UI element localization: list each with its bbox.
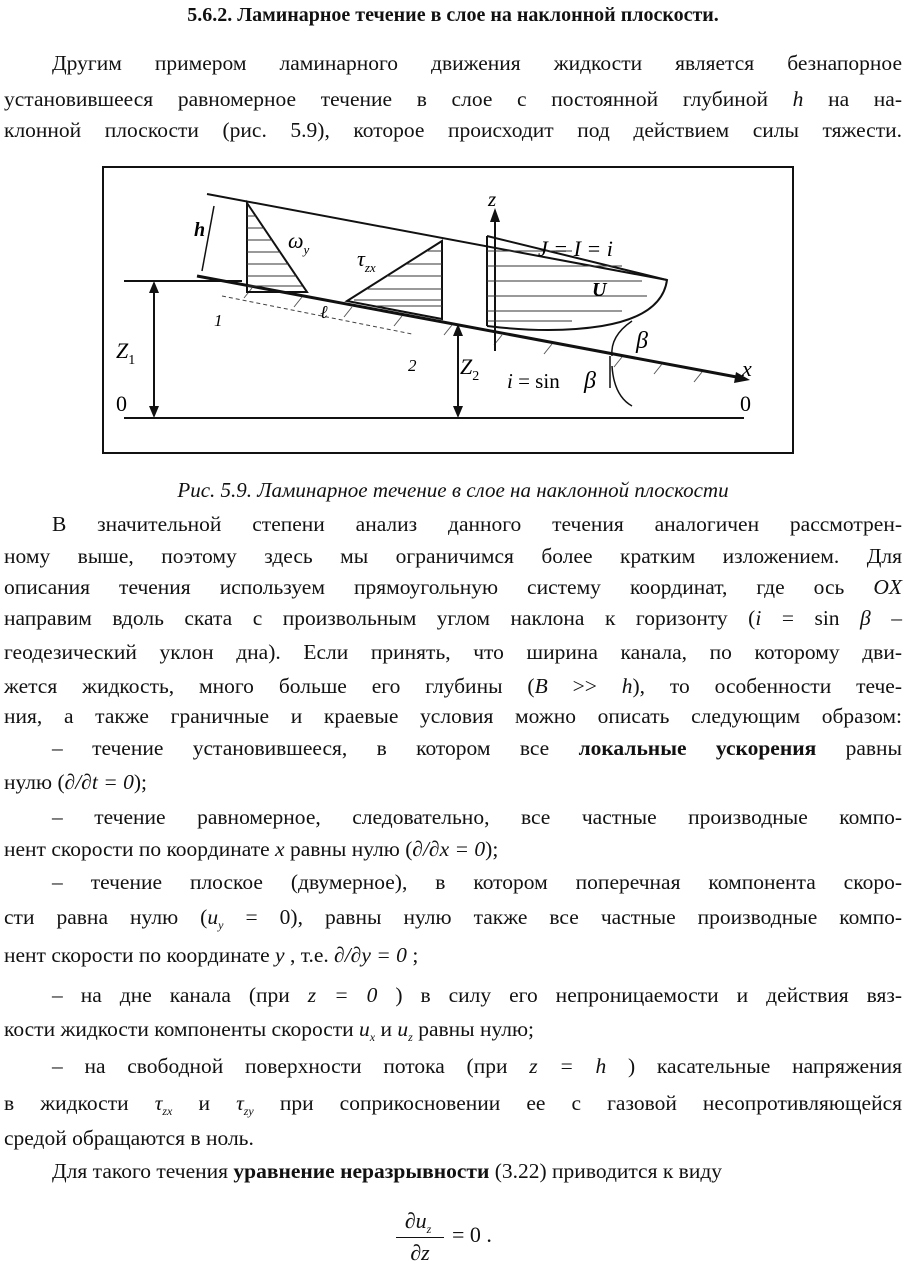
cond4-math: z = 0 xyxy=(307,983,378,1007)
label-tau: $\tau_{zx}$ xyxy=(357,246,376,275)
body-text-2: ному выше, поэтому здесь мы ограничимся более кратким изложением. Для xyxy=(4,544,902,568)
cond3-text-c: нент скорости по координате xyxy=(4,943,270,967)
var-ux-sub: x xyxy=(369,1030,376,1044)
cond2-text-1: – течение равномерное, следовательно, все частные производные компо- xyxy=(52,805,902,829)
cond4-text-c: кости жидкости компоненты скорости xyxy=(4,1017,354,1041)
label-Z1: $Z_1$ xyxy=(116,338,136,368)
intro-line-2 xyxy=(4,83,902,115)
body-line-4 xyxy=(4,602,902,634)
figure-frame xyxy=(103,167,793,453)
label-omega: $\omega_y$ xyxy=(288,228,310,257)
label-i-sin-beta: i = sin xyxy=(507,369,560,393)
body-text-3: описания течения используем прямоугольную систему координат, где ось xyxy=(4,575,845,599)
eq-den-text: ∂z xyxy=(410,1240,430,1265)
body-line-7 xyxy=(4,700,902,732)
label-section-2: 2 xyxy=(408,356,417,375)
eq-rhs-text: = 0 xyxy=(452,1222,481,1247)
eq-sin: = sin xyxy=(781,606,840,630)
body-line-2 xyxy=(4,540,902,572)
var-u-sub-y: y xyxy=(218,918,224,932)
cond4-text-d: равны нулю; xyxy=(418,1017,535,1041)
body-text-7: ния, а также граничные и краевые условия можно описать следующим образом: xyxy=(4,704,902,728)
label-z: z xyxy=(488,187,497,211)
var-u: u xyxy=(207,905,219,929)
intro-text-2b: на на- xyxy=(828,87,903,111)
cond1-text-c: нулю ( xyxy=(4,770,65,794)
cond3-line-3 xyxy=(4,939,902,971)
intro-text-1: Другим примером ламинарного движения жидкости является безнапорное xyxy=(52,51,902,75)
intro-text-3: клонной плоскости (рис. 5.9), которое происходит под действием силы тяжести. xyxy=(4,118,902,142)
cond3-line-1 xyxy=(4,866,902,898)
eq-num-sub: z xyxy=(426,1222,432,1236)
continuity-equation xyxy=(392,1204,522,1268)
cond3-text-d: , т.е. xyxy=(289,943,329,967)
cond3-line-2 xyxy=(4,901,902,941)
beta-arc-top xyxy=(612,321,632,356)
cond2-text-a: нент скорости по координате xyxy=(4,837,270,861)
op-much-greater: >> xyxy=(572,674,597,698)
para2-text-a: Для такого течения xyxy=(52,1159,229,1183)
body-line-1 xyxy=(4,508,902,540)
cond3-eq: = 0 xyxy=(245,905,291,929)
para2-line xyxy=(4,1155,902,1187)
length-dimension xyxy=(222,296,412,334)
cond5-text-b: ) касательные напряжения xyxy=(628,1054,902,1078)
var-ux: u xyxy=(359,1017,370,1041)
var-y: y xyxy=(275,943,285,967)
var-uz: u xyxy=(397,1017,409,1041)
label-U: U xyxy=(592,279,607,301)
bottom-hatching xyxy=(244,288,702,382)
eq-rhs xyxy=(452,1222,492,1248)
label-J: J = I = i xyxy=(538,236,613,261)
intro-line-1 xyxy=(4,47,902,79)
label-section-1: 1 xyxy=(214,311,223,330)
body-text-4a: направим вдоль ската с произвольным углом наклона к горизонту ( xyxy=(4,606,756,630)
cond3-text-e: ; xyxy=(412,943,419,967)
var-tau-zx: τ xyxy=(154,1091,163,1115)
var-i: i xyxy=(755,606,762,630)
cond2-line-2 xyxy=(4,833,902,865)
cond4-line-2 xyxy=(4,1013,902,1053)
var-beta: β xyxy=(860,606,871,630)
cond2-line-1 xyxy=(4,801,902,833)
body-text-1: В значительной степени анализ данного течения аналогичен рассмотрен- xyxy=(52,512,902,536)
figure-inclined-flow xyxy=(102,166,794,454)
label-zero-left: 0 xyxy=(116,391,127,416)
label-zero-right: 0 xyxy=(740,391,751,416)
eq-dot: . xyxy=(486,1222,492,1247)
cond5-text-e: средой обращаются в ноль. xyxy=(4,1126,254,1150)
cond3-text-1: – течение плоское (двумерное), в котором поперечная компонента скоро- xyxy=(52,870,902,894)
cond2-text-b: равны нулю ( xyxy=(289,837,413,861)
eq-numerator xyxy=(398,1208,438,1237)
cond3-text-a: сти равна нулю ( xyxy=(4,905,208,929)
cond4-and: и xyxy=(380,1017,393,1041)
beta-arc-bottom xyxy=(612,366,632,406)
cond1-text-b: равны xyxy=(845,736,903,760)
label-Z2: $Z_2$ xyxy=(460,354,480,384)
cond2-math: ∂/∂x = 0 xyxy=(412,837,486,861)
Z2-arrow-bottom xyxy=(453,406,463,418)
var-B: B xyxy=(534,674,548,698)
label-beta-2: β xyxy=(584,368,596,394)
var-tau-zy: τ xyxy=(236,1091,244,1115)
eq-denominator xyxy=(398,1240,442,1266)
cond5-line-3 xyxy=(4,1122,902,1154)
var-h-2: h xyxy=(621,674,633,698)
var-tau-zy-sub: zy xyxy=(243,1104,254,1118)
label-x: x xyxy=(742,356,752,381)
cond5-and: и xyxy=(198,1091,210,1115)
eq-fraction-bar xyxy=(396,1237,444,1238)
cond1-math: ∂/∂t = 0 xyxy=(64,770,134,794)
var-x: x xyxy=(275,837,285,861)
x-axis xyxy=(602,352,742,378)
var-OX: OX xyxy=(873,575,902,599)
cond3-text-b: ), равны нулю также все частные производные компо- xyxy=(290,905,903,929)
cond5-text-d: при соприкосновении ее с газовой несопротивляющейся xyxy=(279,1091,903,1115)
label-l: ℓ xyxy=(320,302,328,322)
Z1-arrow-top xyxy=(149,281,159,293)
body-line-5 xyxy=(4,636,902,668)
section-title: 5.6.2. Ламинарное течение в слое на наклонной плоскости. xyxy=(187,4,719,26)
cond2-text-c: ); xyxy=(485,837,499,861)
Z1-arrow-bottom xyxy=(149,406,159,418)
var-h: h xyxy=(792,87,804,111)
cond1-line-1 xyxy=(4,732,902,764)
var-tau-zx-sub: zx xyxy=(162,1104,173,1118)
cond1-text-a: – течение установившееся, в котором все xyxy=(52,736,550,760)
intro-text-2a: установившееся равномерное течение в слое с постоянной глубиной xyxy=(4,87,768,111)
eq-num-text: ∂u xyxy=(404,1208,427,1233)
label-beta: β xyxy=(636,328,648,354)
cond5-text-c: в жидкости xyxy=(4,1091,129,1115)
cond5-math: z = h xyxy=(529,1054,607,1078)
cond4-text-b: ) в силу его непроницаемости и действия вяз- xyxy=(395,983,903,1007)
para2-text-b: (3.22) приводится к виду xyxy=(494,1159,723,1183)
cond5-line-1 xyxy=(4,1050,902,1082)
label-h: h xyxy=(194,219,206,241)
cond5-text-a: – на свободной поверхности потока (при xyxy=(52,1054,508,1078)
var-uz-sub: z xyxy=(408,1030,413,1044)
cond4-line-1 xyxy=(4,979,902,1011)
cond1-line-2 xyxy=(4,766,902,798)
body-text-6a: жется жидкость, много больше его глубины ( xyxy=(4,674,535,698)
body-text-4b: – xyxy=(891,606,903,630)
figure-caption: Рис. 5.9. Ламинарное течение в слое на наклонной плоскости xyxy=(177,478,729,502)
cond4-text-a: – на дне канала (при xyxy=(52,983,290,1007)
cond5-line-2 xyxy=(4,1087,902,1127)
intro-line-3 xyxy=(4,114,902,146)
body-text-5: геодезический уклон дна). Если принять, что ширина канала, по которому дви- xyxy=(4,640,902,664)
para2-bold: уравнение неразрывности xyxy=(233,1159,490,1183)
cond3-math: ∂/∂y = 0 xyxy=(334,943,407,967)
body-line-3 xyxy=(4,571,902,603)
cond1-bold: локальные ускорения xyxy=(578,736,817,760)
body-line-6 xyxy=(4,670,902,702)
body-text-6b: ), то особенности тече- xyxy=(632,674,903,698)
cond1-text-d: ); xyxy=(133,770,147,794)
